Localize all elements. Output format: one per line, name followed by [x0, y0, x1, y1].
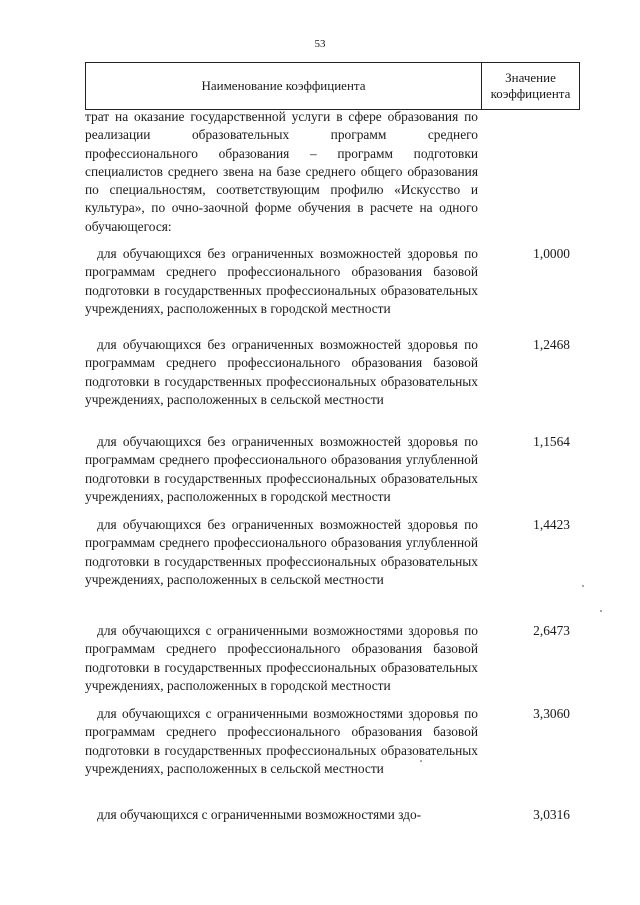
coefficient-table-header	[85, 62, 580, 110]
table-row	[85, 806, 580, 824]
row-text: для обучающихся без ограниченных возможностей здоровья по программам среднего профессионального образования углубленной подготовки в государственных профессиональных образовательных учреждениях, расположенных в сельской местности	[85, 517, 478, 587]
table-row	[85, 245, 580, 318]
row-value: 1,1564	[533, 434, 570, 449]
row-text: для обучающихся без ограниченных возможностей здоровья по программам среднего профессионального образования базовой подготовки в государственных профессиональных образовательных учреждениях, расположенных в сельской местности	[85, 337, 478, 407]
scan-speck	[600, 610, 602, 612]
table-row	[85, 336, 580, 409]
table-row	[85, 705, 580, 778]
header-row	[85, 62, 580, 110]
row-text: для обучающихся без ограниченных возможностей здоровья по программам среднего профессионального образования базовой подготовки в государственных профессиональных образовательных учреждениях, расположенных в городской местности	[85, 246, 478, 316]
page-number: 53	[314, 38, 326, 50]
scan-speck	[420, 760, 422, 762]
header-coefficient-value: Значение коэффициента	[481, 62, 580, 110]
table-row	[85, 433, 580, 506]
scan-speck	[582, 585, 584, 587]
intro-paragraph: трат на оказание государственной услуги в сфере образования по реализации образовательных программ среднего профессионального образования – программ подготовки специалистов среднего звена на базе среднего общего образования по специальностям, соответствующим профилю «Искусство и культура», по очно-заочной форме обучения в расчете на одного обучающегося:	[85, 109, 478, 234]
row-text: для обучающихся без ограниченных возможностей здоровья по программам среднего профессионального образования углубленной подготовки в государственных профессиональных образовательных учреждениях, расположенных в городской местности	[85, 434, 478, 504]
header-coefficient-name: Наименование коэффициента	[85, 62, 481, 110]
row-value: 1,2468	[533, 337, 570, 352]
row-text: для обучающихся с ограниченными возможностями здо-	[97, 807, 422, 822]
row-text: для обучающихся с ограниченными возможностями здоровья по программам среднего профессионального образования базовой подготовки в государственных профессиональных образовательных учреждениях, расположенных в городской местности	[85, 623, 478, 693]
row-value: 1,4423	[533, 517, 570, 532]
row-value: 3,0316	[533, 807, 570, 822]
table-row	[85, 622, 580, 695]
row-text: для обучающихся с ограниченными возможностями здоровья по программам среднего профессионального образования базовой подготовки в государственных профессиональных образовательных учреждениях, расположенных в сельской местности	[85, 706, 478, 776]
row-value: 2,6473	[533, 623, 570, 638]
row-value: 3,3060	[533, 706, 570, 721]
table-row	[85, 516, 580, 589]
row-value: 1,0000	[533, 246, 570, 261]
